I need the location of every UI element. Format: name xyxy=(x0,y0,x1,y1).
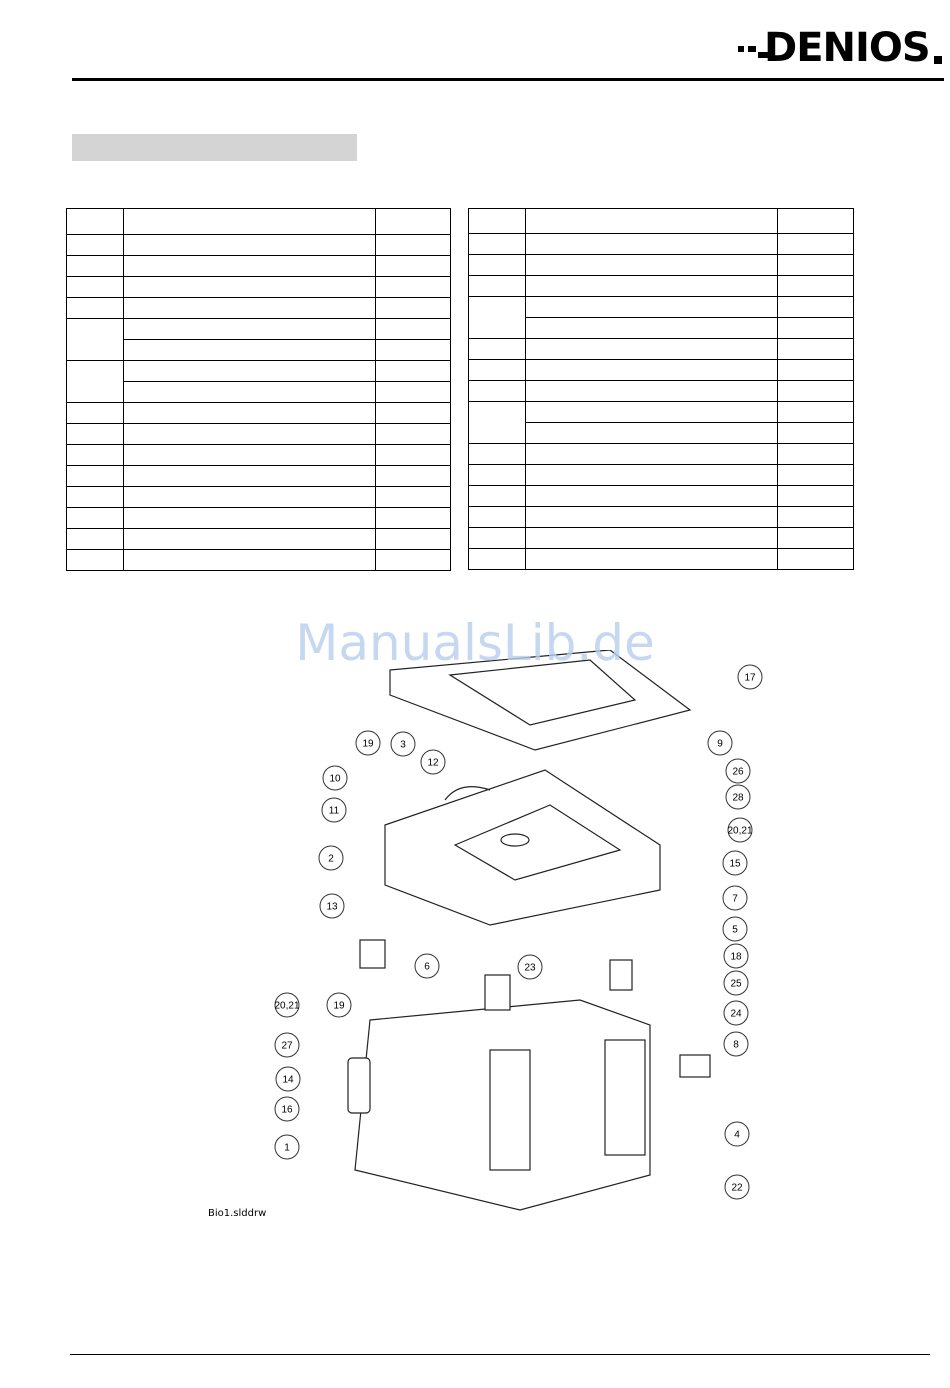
callout-label: 10 xyxy=(329,773,341,785)
table-cell xyxy=(526,360,778,381)
callout-15 xyxy=(723,851,747,875)
table-cell xyxy=(124,424,376,445)
table-cell xyxy=(469,234,526,255)
table-cell xyxy=(124,403,376,424)
callout-12 xyxy=(421,750,445,774)
table-cell xyxy=(469,402,526,444)
callout-label: 20,21 xyxy=(727,825,753,837)
table-row xyxy=(469,402,854,423)
callout-label: 22 xyxy=(731,1182,743,1194)
footer-rule xyxy=(70,1354,930,1355)
callout-label: 23 xyxy=(524,962,536,974)
callout-label: 28 xyxy=(732,792,744,804)
table-cell xyxy=(376,209,451,235)
table-cell xyxy=(124,256,376,277)
table-cell xyxy=(124,382,376,403)
table-cell xyxy=(526,444,778,465)
callout-3 xyxy=(391,732,415,756)
table-cell xyxy=(376,298,451,319)
table-cell xyxy=(67,277,124,298)
table-row xyxy=(469,318,854,339)
logo-dot xyxy=(934,56,942,64)
logo-text: DENIOS xyxy=(764,25,930,71)
callout-label: 6 xyxy=(424,961,430,973)
table-cell xyxy=(376,340,451,361)
table-cell xyxy=(526,234,778,255)
table-row xyxy=(67,403,451,424)
callout-label: 11 xyxy=(328,805,340,817)
cover-plate-part xyxy=(680,1055,710,1077)
callout-label: 13 xyxy=(326,901,338,913)
callout-label: 4 xyxy=(734,1129,740,1141)
table-cell xyxy=(526,318,778,339)
table-cell xyxy=(469,360,526,381)
table-cell xyxy=(67,424,124,445)
callout-label: 19 xyxy=(333,1000,345,1012)
table-cell xyxy=(778,528,854,549)
callout-24 xyxy=(724,1001,748,1025)
table-cell xyxy=(778,486,854,507)
table-cell xyxy=(778,465,854,486)
callout-label: 15 xyxy=(729,858,741,870)
table-row xyxy=(469,507,854,528)
table-cell xyxy=(469,549,526,570)
table-cell xyxy=(124,277,376,298)
table-cell xyxy=(778,507,854,528)
callout-8 xyxy=(724,1032,748,1056)
table-cell xyxy=(526,276,778,297)
table-cell xyxy=(778,423,854,444)
table-cell xyxy=(469,486,526,507)
table-cell xyxy=(469,209,526,234)
parts-table-left xyxy=(66,208,451,571)
table-cell xyxy=(376,256,451,277)
cabinet-grille-right xyxy=(605,1040,645,1155)
table-cell xyxy=(526,297,778,318)
table-cell xyxy=(67,319,124,361)
table-cell xyxy=(376,508,451,529)
table-row xyxy=(67,424,451,445)
table-row xyxy=(469,549,854,570)
watermark: ManualsLib.de xyxy=(295,614,655,672)
table-row xyxy=(67,382,451,403)
table-cell xyxy=(469,507,526,528)
table-row xyxy=(67,298,451,319)
callout-23 xyxy=(518,955,542,979)
table-cell xyxy=(526,423,778,444)
table-cell xyxy=(67,298,124,319)
table-cell xyxy=(526,528,778,549)
callout-label: 19 xyxy=(362,738,374,750)
table-cell xyxy=(124,298,376,319)
callout-label: 18 xyxy=(730,951,742,963)
callout-11 xyxy=(322,798,346,822)
table-row xyxy=(469,486,854,507)
callout-19 xyxy=(327,993,351,1017)
table-cell xyxy=(124,529,376,550)
callout-26 xyxy=(726,759,750,783)
table-cell xyxy=(469,297,526,339)
table-row xyxy=(67,529,451,550)
callout-label: 8 xyxy=(733,1039,739,1051)
callout-label: 12 xyxy=(427,757,439,769)
callout-2 xyxy=(319,846,343,870)
table-cell xyxy=(124,466,376,487)
table-row xyxy=(469,528,854,549)
table-cell xyxy=(778,255,854,276)
table-cell xyxy=(124,235,376,256)
table-cell xyxy=(376,403,451,424)
table-cell xyxy=(469,444,526,465)
table-cell xyxy=(124,550,376,571)
table-cell xyxy=(526,339,778,360)
callout-19 xyxy=(356,731,380,755)
table-cell xyxy=(526,402,778,423)
table-cell xyxy=(526,486,778,507)
parts-table-right xyxy=(468,208,854,570)
callout-27 xyxy=(275,1033,299,1057)
table-cell xyxy=(469,339,526,360)
table-cell xyxy=(67,209,124,235)
table-cell xyxy=(67,487,124,508)
table-row xyxy=(67,466,451,487)
callout-9 xyxy=(708,731,732,755)
table-row xyxy=(67,487,451,508)
table-cell xyxy=(778,234,854,255)
table-row xyxy=(469,444,854,465)
drawing-file-label: Bio1.slddrw xyxy=(208,1208,267,1219)
callout-label: 7 xyxy=(732,893,738,905)
callout-label: 3 xyxy=(400,739,406,751)
table-cell xyxy=(778,318,854,339)
table-row xyxy=(469,381,854,402)
table-cell xyxy=(469,381,526,402)
callout-label: 9 xyxy=(717,738,723,750)
callout-10 xyxy=(323,766,347,790)
table-cell xyxy=(778,549,854,570)
callout-22 xyxy=(725,1175,749,1199)
table-cell xyxy=(526,209,778,234)
bracket-part xyxy=(360,940,385,968)
table-row xyxy=(469,255,854,276)
table-cell xyxy=(67,529,124,550)
callout-14 xyxy=(276,1067,300,1091)
callout-label: 20,21 xyxy=(274,1000,300,1012)
table-row xyxy=(469,234,854,255)
table-row xyxy=(67,235,451,256)
callout-label: 16 xyxy=(281,1104,293,1116)
callout-6 xyxy=(415,954,439,978)
table-cell xyxy=(124,445,376,466)
table-cell xyxy=(376,319,451,340)
drain-funnel xyxy=(501,834,529,846)
table-row xyxy=(469,297,854,318)
table-cell xyxy=(67,550,124,571)
table-cell xyxy=(778,276,854,297)
table-cell xyxy=(376,424,451,445)
table-cell xyxy=(778,360,854,381)
table-cell xyxy=(778,402,854,423)
callout-5 xyxy=(723,917,747,941)
table-row xyxy=(67,256,451,277)
section-title-bar xyxy=(72,134,357,161)
callout-7 xyxy=(723,886,747,910)
table-cell xyxy=(376,529,451,550)
table-cell xyxy=(526,465,778,486)
table-row xyxy=(67,361,451,382)
table-row xyxy=(67,277,451,298)
callout-label: 2 xyxy=(328,853,334,865)
table-row xyxy=(469,209,854,234)
table-cell xyxy=(778,297,854,318)
callout-13 xyxy=(320,894,344,918)
table-cell xyxy=(526,507,778,528)
table-cell xyxy=(124,361,376,382)
table-row xyxy=(469,465,854,486)
denios-logo xyxy=(738,25,943,72)
table-row xyxy=(469,360,854,381)
table-cell xyxy=(376,487,451,508)
table-cell xyxy=(778,339,854,360)
table-cell xyxy=(376,382,451,403)
callout-16 xyxy=(275,1097,299,1121)
callout-label: 17 xyxy=(744,672,756,684)
table-cell xyxy=(376,550,451,571)
pump-part xyxy=(485,975,510,1010)
callout-20-21 xyxy=(274,993,299,1017)
table-cell xyxy=(67,445,124,466)
table-cell xyxy=(376,235,451,256)
callout-label: 27 xyxy=(281,1040,293,1052)
table-cell xyxy=(376,445,451,466)
table-row xyxy=(469,423,854,444)
table-cell xyxy=(778,381,854,402)
exploded-view-drawing xyxy=(190,650,790,1225)
callout-18 xyxy=(724,944,748,968)
control-box-part xyxy=(610,960,632,990)
callout-label: 1 xyxy=(284,1142,290,1154)
table-row xyxy=(67,319,451,340)
cabinet-grille-left xyxy=(490,1050,530,1170)
filter-cartridge xyxy=(348,1058,370,1113)
callout-28 xyxy=(726,785,750,809)
table-cell xyxy=(526,255,778,276)
table-cell xyxy=(124,487,376,508)
table-cell xyxy=(469,528,526,549)
table-cell xyxy=(526,381,778,402)
table-cell xyxy=(124,340,376,361)
table-row xyxy=(67,340,451,361)
callout-20-21 xyxy=(727,818,752,842)
table-row xyxy=(67,445,451,466)
table-cell xyxy=(124,209,376,235)
callout-label: 5 xyxy=(732,924,738,936)
table-cell xyxy=(526,549,778,570)
callout-25 xyxy=(724,971,748,995)
table-cell xyxy=(124,508,376,529)
table-cell xyxy=(376,361,451,382)
table-row xyxy=(67,550,451,571)
table-cell xyxy=(376,277,451,298)
callout-label: 25 xyxy=(730,978,742,990)
table-cell xyxy=(67,361,124,403)
table-row xyxy=(469,339,854,360)
table-cell xyxy=(67,466,124,487)
table-row xyxy=(469,276,854,297)
table-cell xyxy=(469,255,526,276)
table-cell xyxy=(67,256,124,277)
table-cell xyxy=(778,209,854,234)
table-cell xyxy=(67,235,124,256)
table-cell xyxy=(376,466,451,487)
callout-1 xyxy=(275,1135,299,1159)
callout-label: 26 xyxy=(732,766,744,778)
table-cell xyxy=(67,403,124,424)
header-rule xyxy=(72,78,944,81)
table-row xyxy=(67,209,451,235)
table-cell xyxy=(469,465,526,486)
table-cell xyxy=(124,319,376,340)
callout-label: 14 xyxy=(282,1074,294,1086)
table-cell xyxy=(469,276,526,297)
callout-4 xyxy=(725,1122,749,1146)
table-row xyxy=(67,508,451,529)
table-cell xyxy=(778,444,854,465)
callout-label: 24 xyxy=(730,1008,742,1020)
table-cell xyxy=(67,508,124,529)
